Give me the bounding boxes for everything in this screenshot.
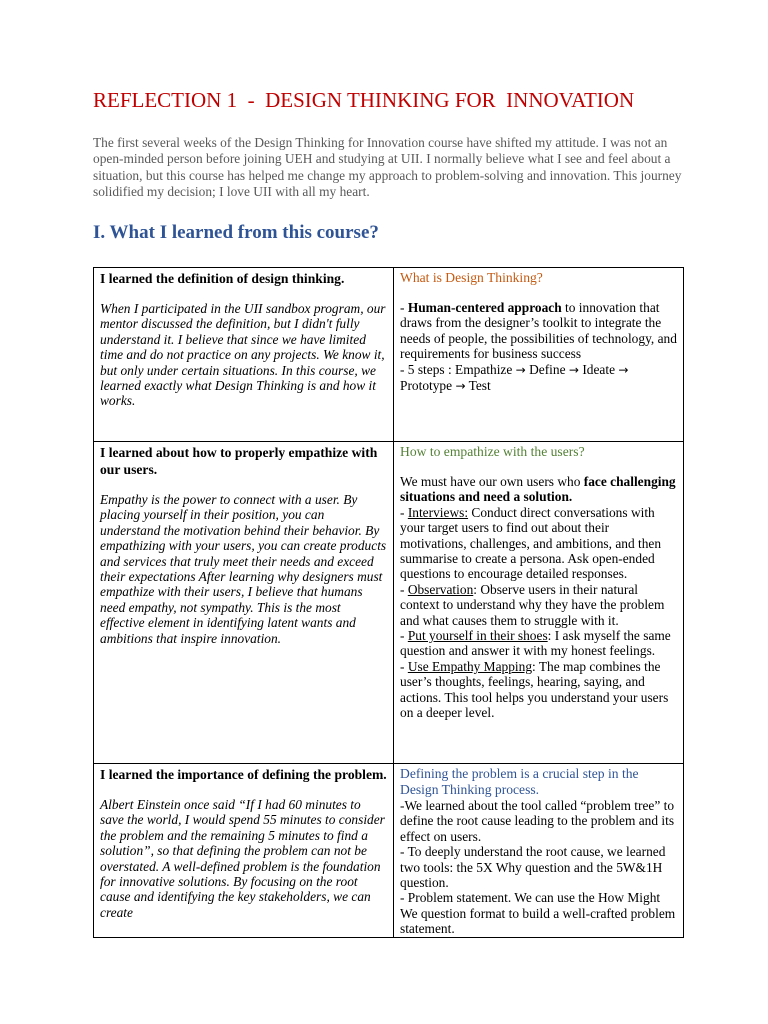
right-cell [394,764,684,938]
method-text: : I ask myself the same question and answer it with my honest feelings. [400,628,671,659]
define-line: - Problem statement. We can use the How Might We question format to build a well-crafted problem statement. [400,890,676,937]
table-row [94,764,684,938]
arrow-icon: → [515,362,526,377]
method-text: : Observe users in their natural context to understand why they have the problem and what causes them to struggle with it. [400,581,665,628]
right-heading: What is Design Thinking? [400,270,543,285]
arrow-icon: → [455,379,466,394]
steps-prefix: - 5 steps : [400,361,456,377]
right-cell [394,442,684,764]
step-test: Test [468,378,491,394]
define-line: -We learned about the tool called “problem tree” to define the root cause leading to the problem and its effect on users. [400,798,675,844]
table-row [94,268,684,442]
learning-table [93,267,684,938]
page-title: REFLECTION 1 - DESIGN THINKING FOR INNOVATION [93,88,635,112]
definition-text: - Human-centered approach to innovation that draws from the designer’s toolkit to integrate the needs of people, the possibilities of technology, and requirements for business success [400,300,677,362]
row-lead: I learned the importance of defining the problem. [100,767,387,782]
users-intro-bold: face challenging situations and need a solution. [400,474,676,505]
intro-paragraph: The first several weeks of the Design Thinking for Innovation course have shifted my attitude. I was not an open-minded person before joining UEH and studying at UII. I normally believe what I see and feel about a situation, but this course has helped me change my approach to problem-solving and innovation. This journey solidified my decision; I love UII with all my heart. [93,135,682,199]
left-cell [94,764,394,938]
method-item: - Observation: Observe users in their natural context to understand why they have the problem and what causes them to struggle with it. [400,581,665,628]
left-cell [94,442,394,764]
definition-bold: Human-centered approach [407,300,562,315]
definition-rest: to innovation that draws from the designer’s toolkit to integrate the needs of people, the possibilities of technology, and requirements for business success [400,300,677,362]
method-label: Observation [407,581,474,597]
method-label: Put yourself in their shoes [407,628,548,644]
right-heading: How to empathize with the users? [400,444,585,459]
define-line: - To deeply understand the root cause, we learned two tools: the 5X Why question and the 5W&1H question. [400,844,666,891]
row-body: When I participated in the UII sandbox program, our mentor discussed the definition, but I didn't fully understand it. I believe that since we have limited time and do not practice on any projects. We know it, but only under certain situations. In this course, we learned exactly what Design Thinking is and how it works. [100,301,386,409]
method-text: Conduct direct conversations with your target users to find out about their motivations, challenges, and ambitions, and then summarise to create a persona. Ask open-ended questions to encourage detailed responses. [400,504,662,582]
method-text: : The map combines the user’s thoughts, feelings, hearing, saying, and actions. This tool helps you understand your users on a deeper level. [400,658,669,721]
step-empathize: Empathize [455,361,513,377]
right-heading: Defining the problem is a crucial step in the Design Thinking process. [400,766,639,797]
method-item: - Put yourself in their shoes: I ask myself the same question and answer it with my honest feelings. [400,628,671,659]
users-intro [400,474,677,505]
right-cell [394,268,684,442]
arrow-icon: → [568,362,579,377]
row-body: Empathy is the power to connect with a user. By placing yourself in their position, you can understand the motivation behind their behavior. By empathizing with your users, you can create products and services that truly meet their needs and exceed their expectations After learning why designers must empathize with their users, I believe that humans need empathy, not sympathy. This is the most effective element in identifying latent wants and ambitions that inspire innovation. [100,492,387,646]
table-row [94,442,684,764]
row-lead: I learned about how to properly empathize with our users. [100,445,378,477]
step-ideate: Ideate [582,361,616,377]
steps-line [400,362,677,395]
method-label: Use Empathy Mapping [407,658,533,674]
arrow-icon: → [618,362,629,377]
row-body: Albert Einstein once said “If I had 60 minutes to save the world, I would spend 55 minutes to consider the problem and the remaining 5 minutes to find a solution”, so that defining the problem can not be overstated. A well-defined problem is the foundation for innovative solutions. By focusing on the root cause and identifying the key stakeholders, we can create [100,797,385,920]
step-prototype: Prototype [400,378,453,394]
step-define: Define [529,361,566,377]
method-item: - Use Empathy Mapping: The map combines the user’s thoughts, feelings, hearing, saying, and actions. This tool helps you understand your users on a deeper level. [400,658,669,721]
row-lead: I learned the definition of design thinking. [100,271,345,286]
left-cell [94,268,394,442]
section-heading: I. What I learned from this course? [93,222,379,243]
method-item: - Interviews: Conduct direct conversations with your target users to find out about their motivations, challenges, and ambitions, and then summarise to create a persona. Ask open-ended questions to encourage detailed responses. [400,504,662,582]
users-intro-plain: We must have our own users who [400,474,584,489]
method-label: Interviews: [407,504,469,520]
